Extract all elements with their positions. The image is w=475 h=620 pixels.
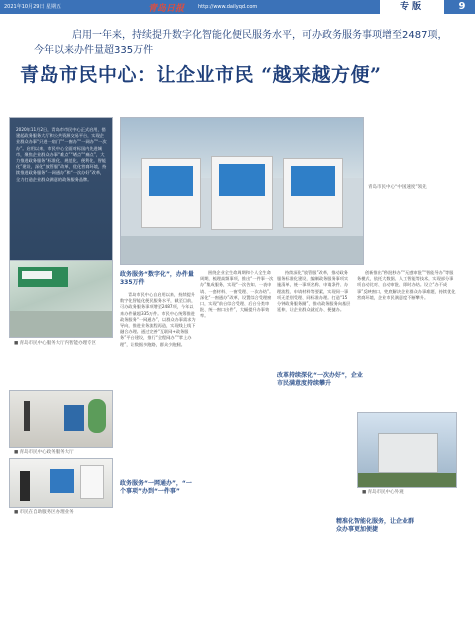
body-column-2 <box>200 270 274 610</box>
left-photo-2-caption: ■ 青岛市民中心政务服务大厅 <box>14 450 74 455</box>
newspaper-url[interactable]: http://www.dailyqd.com <box>198 4 258 10</box>
left-photo-1 <box>9 260 113 338</box>
section-title-3: 改革持续深化“一次办好”，企业市民满意度持续攀升 <box>277 372 363 387</box>
section-title-2: 政务服务“一网通办”，“一个事项”办到“一件事” <box>120 480 192 495</box>
body-column-4 <box>357 270 457 410</box>
subtitle-line-1: 启用一年来，持续提升数字化智能化便民服务水平，可办政务服务事项增至2487项， <box>72 30 448 41</box>
cover-caption: 青岛市民中心“中国速度”领先 <box>368 185 427 190</box>
cover-photo <box>120 117 364 265</box>
page-headline: 青岛市民中心：让企业市民 “越来越方便” <box>20 64 382 86</box>
newspaper-logo: 青岛日报 <box>148 4 185 14</box>
page-number: 9 <box>458 1 466 12</box>
body-paragraph: 青岛市民中心自启用以来，持续提升数字化智能化便民服务水平，截至目前，可办政务服务事项增至2487项，今年以来办件量超335万件。市民中心统筹推进政务服务“一网通办”，以群众办事需求为导向，推进业务流程再造，实现线上线下融合办理。通过完善“互联网+政务服务”平台建设，推行“全程网办”“掌上办理”，让数据多跑路，群众少跑腿。 <box>120 292 196 347</box>
section-label: 专版 <box>380 0 444 14</box>
section-title-4: 精准化智能化服务，让企业群众办事更加便捷 <box>336 518 415 533</box>
left-photo-1-caption: ■ 青岛市民中心服务大厅内智能办理专区 <box>14 341 97 346</box>
body-paragraph: 持续深化“放管服”改革，推动政务服务标准化建设，编制政务服务事项实施清单，统一事项名称、申请条件、办理流程、申请材料等要素，实现同一事项无差别受理、同标准办理。打造“15分钟政务服务圈”，推动政务服务向基层延伸，让企业群众就近办、便捷办。 <box>277 270 351 313</box>
intro-text: 2020年11月2日，青岛市市民中心正式启用，搭建起政务服务大厅和公共资源交易平台，实现企业群众办事“只进一扇门”“一窗办”“一网办”“一次办”。启用以来，市民中心全面对标国内先进城市，聚焦企业群众办事“难点”“堵点”“痛点”，大力推进政务服务“标准化、规范化、便利化、智能化”建设，深化“放管服”改革，优化营商环境，持续推进政务服务“一网通办”和“一次办好”改革，全力打造企业群众满意的政务服务品牌。 <box>16 127 107 182</box>
section-title-1: 政务服务“数字化”，办件量335万件 <box>120 271 194 286</box>
body-column-1 <box>120 292 196 474</box>
body-paragraph: 创新推出“秒批秒办”“无感审批”“智能导办”等服务模式，依托大数据、人工智能等技术，实现部分事项自动比对、自动审批、即时办结。设立“办不成事”反映窗口，兜底解决企业群众办事难题，持续优化营商环境，企业市民满意度不断攀升。 <box>357 270 456 300</box>
left-photo-3-caption: ■ 市民在自助服务区办理业务 <box>14 510 74 515</box>
page-header <box>0 0 475 14</box>
right-photo-caption: ■ 青岛市民中心外观 <box>362 490 404 495</box>
left-photo-2 <box>9 390 113 448</box>
issue-date: 2021年10月29日 星期五 <box>4 4 62 10</box>
body-paragraph: 围绕企业全生命周期和个人全生命周期，梳理高频事项，推出“一件事一次办”集成服务，实现“一次告知、一表申请、一套材料、一窗受理、一次办结”。深化“一窗通办”改革，设置综合受理窗口，实现“前台综合受理、后台分类审批、统一窗口出件”，大幅提升办事效率。 <box>200 270 274 319</box>
body-column-3 <box>277 270 351 366</box>
left-photo-3 <box>9 458 113 508</box>
subtitle-line-2: 今年以来办件量超335万件 <box>34 45 154 56</box>
right-photo <box>357 412 457 488</box>
